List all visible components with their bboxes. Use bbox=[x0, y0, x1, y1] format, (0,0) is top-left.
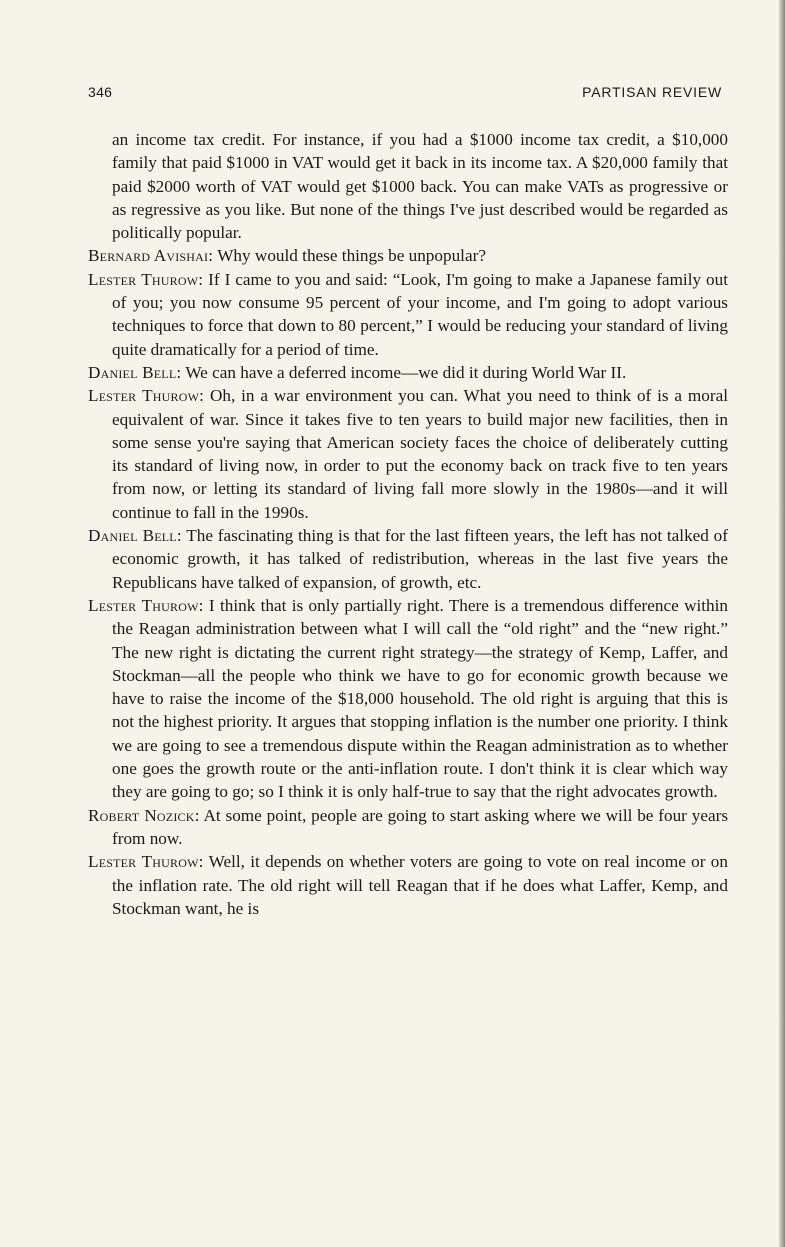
speech-text: The fascinating thing is that for the last fifteen years, the left has not talked of economic growth, it has talked of redistribution, whereas in the last five years the Republicans have talked of expansion, of growth, etc. bbox=[112, 526, 728, 592]
running-head bbox=[88, 84, 730, 104]
speech-daniel-bell bbox=[88, 524, 728, 594]
speech-text: Well, it depends on whether voters are going to vote on real income or on the inflation rate. The old right will tell Reagan that if he does what Laffer, Kemp, and Stockman want, he is bbox=[112, 852, 728, 918]
speaker-name: Lester Thurow: bbox=[88, 852, 204, 872]
speech-text: I think that is only partially right. There is a tremendous difference within the Reagan administration between what I will call the “old right” and the “new right.” The new right is dictating the current right strategy—the strategy of Kemp, Laffer, and Stockman—all the people who think we have to go for economic growth because we have to raise the income of the $18,000 household. The old right is arguing that this is not the highest priority. It argues that stopping inflation is the number one priority. I think we are going to see a tremendous dispute within the Reagan administration as to whether one goes the growth route or the anti-inflation route. I don't think it is clear which way they are going to go; so I think it is only half-true to say that the right advocates growth. bbox=[112, 595, 729, 802]
speech-lester-thurow bbox=[88, 268, 728, 361]
page-edge bbox=[779, 0, 785, 1247]
speaker-name: Robert Nozick: bbox=[88, 805, 200, 825]
journal-title: PARTISAN REVIEW bbox=[582, 84, 722, 100]
speaker-name: Daniel Bell: bbox=[88, 526, 182, 546]
speaker-name: Lester Thurow: bbox=[88, 595, 204, 615]
speech-text: Oh, in a war environment you can. What you need to think of is a moral equivalent of war. Since it takes five to ten years to build major new facilities, then in some sense you're saying that American society faces the choice of deliberately cutting its standard of living now, in order to put the economy back on track five to ten years from now, or letting its standard of living fall more slowly in the 1980s—and it will continue to fall in the 1990s. bbox=[112, 386, 729, 522]
speaker-name: Daniel Bell: bbox=[88, 362, 182, 382]
speech-text: Why would these things be unpopular? bbox=[217, 246, 486, 266]
page-number: 346 bbox=[88, 84, 113, 100]
speech-text: At some point, people are going to start asking where we will be four years from now. bbox=[112, 805, 729, 848]
speech-robert-nozick bbox=[88, 804, 728, 851]
speaker-name: Lester Thurow: bbox=[88, 269, 204, 289]
speaker-name: Lester Thurow: bbox=[88, 386, 205, 406]
paragraph-continuation bbox=[88, 128, 728, 244]
speech-lester-thurow bbox=[88, 384, 728, 524]
speech-lester-thurow bbox=[88, 850, 728, 920]
body-text bbox=[88, 128, 728, 920]
paragraph-text: an income tax credit. For instance, if you had a $1000 income tax credit, a $10,000 family that paid $1000 in VAT would get it back in its income tax. A $20,000 family that paid $2000 worth of VAT would get $1000 back. You can make VATs as progressive or as regressive as you like. But none of the things I've just described would be regarded as politically popular. bbox=[112, 130, 728, 243]
speech-daniel-bell bbox=[88, 361, 728, 384]
speaker-name: Bernard Avishai: bbox=[88, 246, 214, 266]
speech-text: We can have a deferred income—we did it during World War II. bbox=[185, 362, 627, 382]
speech-bernard-avishai bbox=[88, 244, 728, 267]
speech-lester-thurow bbox=[88, 594, 728, 804]
speech-text: If I came to you and said: “Look, I'm going to make a Japanese family out of you; you now consume 95 percent of your income, and I'm going to adopt various techniques to force that down to 80 percent,” I would be reducing your standard of living quite dramatically for a period of time. bbox=[112, 269, 728, 359]
